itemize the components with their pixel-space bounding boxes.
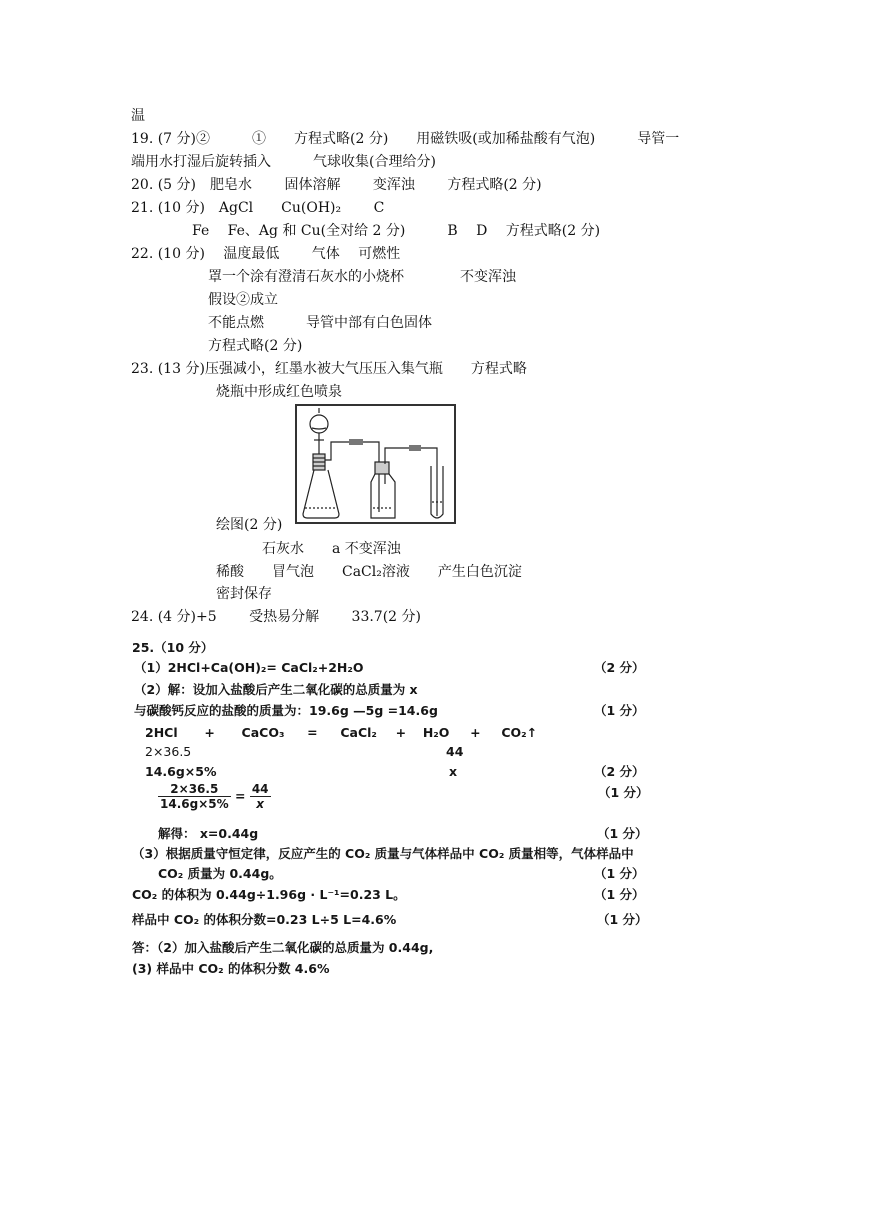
answer-q22-line1: 22. (10 分) 温度最低 气体 可燃性 — [131, 246, 401, 262]
q25-solution-score: （1 分） — [597, 826, 648, 841]
q25-given-score: （2 分） — [594, 764, 645, 779]
conical-flask-icon — [303, 454, 339, 518]
answer-line-top: 温 — [131, 108, 145, 124]
eq-term: 2HCl — [145, 725, 178, 740]
q25-volume: CO₂ 的体积为 0.44g÷1.96g · L⁻¹=0.23 L。 — [132, 887, 406, 902]
fraction-right-num: 44 — [251, 782, 269, 796]
answer-q22-line5: 方程式略(2 分) — [208, 338, 303, 354]
eq-term: = — [307, 725, 318, 740]
eq-term: + — [470, 725, 481, 740]
answer-q23-line3: 绘图(2 分) — [216, 517, 283, 533]
answer-q20: 20. (5 分) 肥皂水 固体溶解 变浑浊 方程式略(2 分) — [131, 177, 542, 193]
q25-part3-line2: CO₂ 质量为 0.44g。 — [158, 866, 282, 881]
fraction-left-num: 2×36.5 — [158, 782, 231, 797]
answer-q21-line2: Fe Fe、Ag 和 Cu(全对给 2 分) B D 方程式略(2 分) — [192, 223, 601, 239]
answer-q23-line2: 烧瓶中形成红色喷泉 — [216, 384, 342, 400]
q25-fraction: 样品中 CO₂ 的体积分数=0.23 L÷5 L=4.6% — [132, 912, 397, 927]
q25-part2-intro: （2）解：设加入盐酸后产生二氧化碳的总质量为 x — [134, 682, 418, 697]
q25-given-hcl: 14.6g×5% — [145, 764, 217, 779]
eq-term: CaCl₂ — [340, 725, 377, 740]
q25-part1: （1）2HCl+Ca(OH)₂= CaCl₂+2H₂O — [134, 660, 364, 675]
delivery-tube — [325, 442, 379, 464]
answer-q23-line4: 石灰水 a 不变浑浊 — [262, 541, 401, 557]
q25-molar-mass-hcl: 2×36.5 — [145, 744, 192, 759]
funnel-icon — [310, 408, 328, 456]
fraction-left-den: 14.6g×5% — [160, 797, 229, 811]
answer-q22-line3: 假设②成立 — [208, 292, 278, 308]
eq-term: H₂O — [422, 725, 450, 740]
fraction-left — [158, 782, 231, 811]
q25-proportion — [158, 782, 271, 811]
answer-q22-line2: 罩一个涂有澄清石灰水的小烧杯 不变浑浊 — [208, 269, 516, 285]
q25-acid-mass-score: （1 分） — [594, 703, 645, 718]
eq-term: CO₂↑ — [501, 725, 538, 740]
q25-part1-score: （2 分） — [594, 660, 645, 675]
q25-given-x: x — [449, 764, 458, 779]
q25-acid-mass: 与碳酸钙反应的盐酸的质量为：19.6g —5g =14.6g — [134, 703, 438, 718]
q25-part3-score: （1 分） — [594, 866, 645, 881]
q25-answer-line1: 答：（2）加入盐酸后产生二氧化碳的总质量为 0.44g, — [132, 940, 434, 955]
answer-q23-line6: 密封保存 — [216, 586, 272, 602]
answer-q23-line5: 稀酸 冒气泡 CaCl₂溶液 产生白色沉淀 — [216, 564, 522, 580]
q25-volume-score: （1 分） — [594, 887, 645, 902]
fraction-right-den: x — [256, 797, 265, 811]
answer-q22-line4: 不能点燃 导管中部有白色固体 — [208, 315, 432, 331]
eq-term: CaCO₃ — [241, 725, 285, 740]
answer-q21-line1: 21. (10 分) AgCl Cu(OH)₂ C — [131, 200, 385, 216]
q25-answer-line2: (3) 样品中 CO₂ 的体积分数 4.6% — [132, 961, 330, 976]
q25-solution: 解得： x=0.44g — [158, 826, 259, 841]
q25-title: 25.（10 分） — [132, 640, 214, 655]
q25-fraction-score: （1 分） — [597, 912, 648, 927]
fraction-right — [250, 782, 271, 811]
q25-molar-mass-co2: 44 — [446, 744, 464, 759]
apparatus-diagram — [295, 404, 456, 524]
answer-q19-line1: 19. (7 分)② ① 方程式略(2 分) 用磁铁吸(或加稀盐酸有气泡) 导管一 — [131, 131, 680, 147]
q25-equation — [145, 725, 537, 741]
q25-part3-line1: （3）根据质量守恒定律，反应产生的 CO₂ 质量与气体样品中 CO₂ 质量相等，气体样品中 — [132, 846, 634, 861]
answer-q19-line2: 端用水打湿后旋转插入 气球收集(合理给分) — [131, 154, 436, 170]
answer-q24: 24. (4 分)+5 受热易分解 33.7(2 分) — [131, 609, 421, 625]
q25-proportion-score: （1 分） — [598, 785, 649, 800]
answer-q23-line1: 23. (13 分)压强减小，红墨水被大气压压入集气瓶 方程式略 — [131, 361, 527, 377]
eq-term: + — [395, 725, 407, 740]
eq-term: + — [204, 725, 215, 740]
fraction-equals: = — [234, 788, 246, 804]
gas-bottle-icon — [371, 462, 395, 518]
tube-connector — [349, 439, 363, 445]
